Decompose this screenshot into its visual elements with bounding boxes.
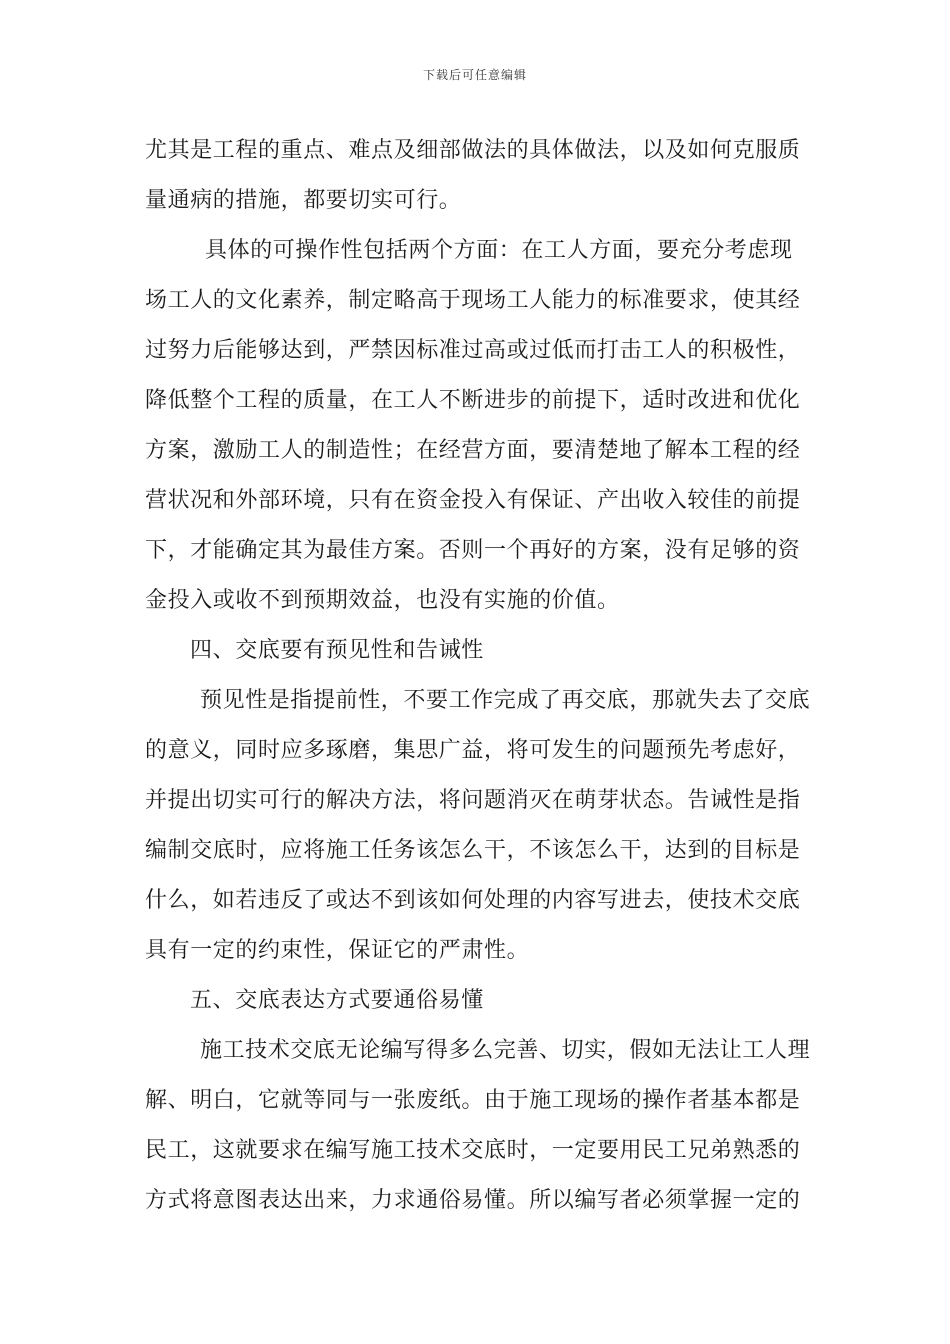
body-line: 场工人的文化素养，制定略高于现场工人能力的标准要求，使其经 [145, 288, 801, 313]
paragraph-first-line: 具体的可操作性包括两个方面：在工人方面，要充分考虑现 [205, 238, 793, 263]
body-line: 方案，激励工人的制造性；在经营方面，要清楚地了解本工程的经 [145, 438, 801, 463]
paragraph-first-line: 预见性是指提前性，不要工作完成了再交底，那就失去了交底 [200, 688, 811, 713]
body-line: 民工，这就要求在编写施工技术交底时，一定要用民工兄弟熟悉的 [145, 1138, 801, 1163]
body-line: 营状况和外部环境，只有在资金投入有保证、产出收入较佳的前提 [145, 488, 801, 513]
body-line: 编制交底时，应将施工任务该怎么干，不该怎么干，达到的目标是 [145, 838, 801, 863]
paragraph-first-line: 施工技术交底无论编写得多么完善、切实，假如无法让工人理 [200, 1038, 811, 1063]
body-line: 尤其是工程的重点、难点及细部做法的具体做法，以及如何克服质 [145, 138, 801, 163]
section-heading: 四、交底要有预见性和告诫性 [190, 638, 484, 663]
body-line: 具有一定的约束性，保证它的严肃性。 [145, 938, 530, 963]
body-line: 的意义，同时应多琢磨，集思广益，将可发生的问题预先考虑好， [145, 738, 801, 763]
body-line: 降低整个工程的质量，在工人不断进步的前提下，适时改进和优化 [145, 388, 801, 413]
body-line: 并提出切实可行的解决方法，将问题消灭在萌芽状态。告诫性是指 [145, 788, 801, 813]
body-line: 下，才能确定其为最佳方案。否则一个再好的方案，没有足够的资 [145, 538, 801, 563]
body-line: 什么，如若违反了或达不到该如何处理的内容写进去，使技术交底 [145, 888, 801, 913]
page-header: 下载后可任意编辑 [422, 68, 527, 82]
body-line: 解、明白，它就等同与一张废纸。由于施工现场的操作者基本都是 [145, 1088, 801, 1113]
body-line: 量通病的措施，都要切实可行。 [145, 188, 462, 213]
body-line: 金投入或收不到预期效益，也没有实施的价值。 [145, 588, 620, 613]
section-heading: 五、交底表达方式要通俗易懂 [190, 988, 484, 1013]
body-line: 过努力后能够达到，严禁因标准过高或过低而打击工人的积极性， [145, 338, 801, 363]
body-line: 方式将意图表达出来，力求通俗易懂。所以编写者必须掌握一定的 [145, 1188, 801, 1213]
